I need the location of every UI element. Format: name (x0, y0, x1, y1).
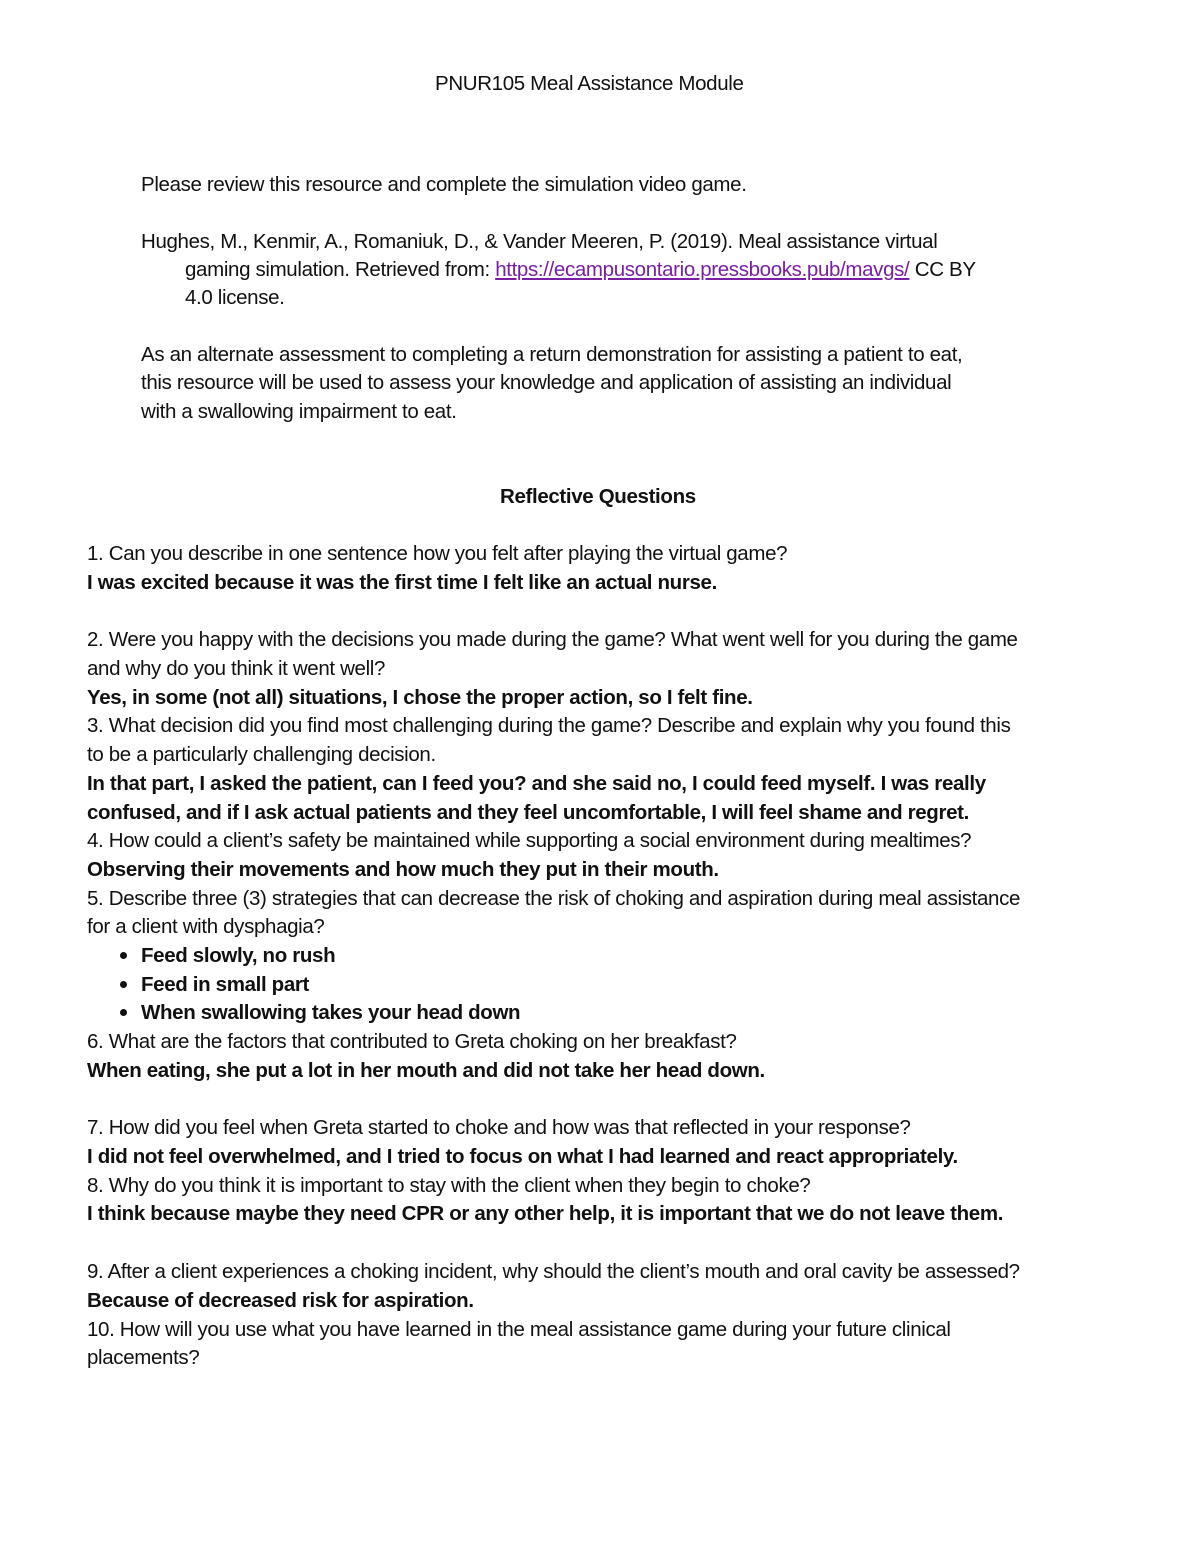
answer-text: When eating, she put a lot in her mouth and did not take her head down. (87, 1059, 765, 1082)
bullet-icon (120, 1009, 127, 1016)
question-text: 10. How will you use what you have learned in the meal assistance game during your future clinical (87, 1318, 951, 1341)
question-text: 2. Were you happy with the decisions you made during the game? What went well for you during the game (87, 628, 1018, 651)
citation-suffix: CC BY (909, 258, 976, 281)
answer-text: In that part, I asked the patient, can I feed you? and she said no, I could feed myself. I was really (87, 772, 986, 795)
question-text: placements? (87, 1346, 200, 1369)
question-text: 5. Describe three (3) strategies that can decrease the risk of choking and aspiration during meal assistance (87, 887, 1021, 910)
question-text: 9. After a client experiences a choking incident, why should the client’s mouth and oral cavity be assessed? (87, 1260, 1020, 1283)
assessment-note-line: As an alternate assessment to completing a return demonstration for assisting a patient to eat, (141, 343, 963, 366)
question-text: 8. Why do you think it is important to stay with the client when they begin to choke? (87, 1174, 811, 1197)
answer-text: Observing their movements and how much they put in their mouth. (87, 858, 719, 881)
document-title: PNUR105 Meal Assistance Module (435, 72, 744, 95)
citation-line-2 (185, 256, 976, 284)
answer-text: confused, and if I ask actual patients and they feel uncomfortable, I will feel shame and regret. (87, 801, 969, 824)
bullet-item: When swallowing takes your head down (141, 1001, 521, 1024)
bullet-item: Feed slowly, no rush (141, 944, 336, 967)
answer-text: I was excited because it was the first time I felt like an actual nurse. (87, 571, 717, 594)
section-heading: Reflective Questions (500, 485, 696, 508)
answer-text: I did not feel overwhelmed, and I tried to focus on what I had learned and react appropriately. (87, 1145, 958, 1168)
bullet-icon (120, 952, 127, 959)
citation-line-1: Hughes, M., Kenmir, A., Romaniuk, D., & Vander Meeren, P. (2019). Meal assistance virtual (141, 230, 938, 253)
resource-link[interactable]: https://ecampusontario.pressbooks.pub/mavgs/ (495, 258, 910, 281)
question-text: and why do you think it went well? (87, 657, 386, 680)
question-text: 3. What decision did you find most challenging during the game? Describe and explain why you found this (87, 714, 1011, 737)
citation-prefix: gaming simulation. Retrieved from: (185, 258, 496, 281)
answer-text: Because of decreased risk for aspiration. (87, 1289, 474, 1312)
instruction-text: Please review this resource and complete the simulation video game. (141, 173, 747, 196)
assessment-note-line: this resource will be used to assess your knowledge and application of assisting an individual (141, 371, 952, 394)
bullet-icon (120, 981, 127, 988)
bullet-item: Feed in small part (141, 973, 310, 996)
question-text: for a client with dysphagia? (87, 915, 325, 938)
question-text: 4. How could a client’s safety be maintained while supporting a social environment during mealtimes? (87, 829, 972, 852)
citation-line-3: 4.0 license. (185, 286, 285, 309)
answer-text: I think because maybe they need CPR or any other help, it is important that we do not leave them. (87, 1202, 1004, 1225)
question-text: 1. Can you describe in one sentence how you felt after playing the virtual game? (87, 542, 788, 565)
question-text: 6. What are the factors that contributed to Greta choking on her breakfast? (87, 1030, 737, 1053)
answer-text: Yes, in some (not all) situations, I chose the proper action, so I felt fine. (87, 686, 753, 709)
question-text: to be a particularly challenging decision. (87, 743, 436, 766)
question-text: 7. How did you feel when Greta started to choke and how was that reflected in your response? (87, 1116, 911, 1139)
assessment-note-line: with a swallowing impairment to eat. (141, 400, 457, 423)
